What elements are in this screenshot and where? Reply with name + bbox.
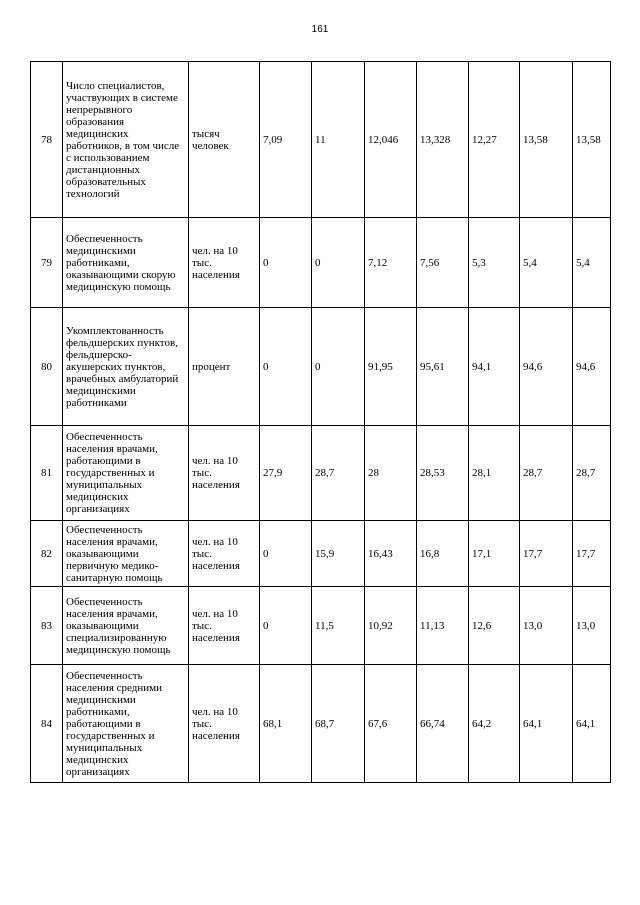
- value-cell: 17,1: [469, 521, 520, 587]
- page-number: 161: [311, 24, 329, 35]
- value-cell: 15,9: [312, 521, 365, 587]
- value-cell: 17,7: [573, 521, 611, 587]
- value-cell: 0: [260, 308, 312, 426]
- table-row: [31, 665, 611, 783]
- value-cell: 28: [365, 426, 417, 521]
- value-cell: 64,1: [573, 665, 611, 783]
- indicator-name: Обеспеченность населения врачами, работающими в государственных и муниципальных медицинских организациях: [63, 426, 189, 521]
- value-cell: 0: [260, 521, 312, 587]
- unit-cell: чел. на 10 тыс. населения: [189, 218, 260, 308]
- value-cell: 0: [260, 587, 312, 665]
- value-cell: 67,6: [365, 665, 417, 783]
- unit-cell: тысяч человек: [189, 62, 260, 218]
- value-cell: 16,8: [417, 521, 469, 587]
- indicator-name: Число специалистов, участвующих в системе непрерывного образования медицинских работников, в том числе с использованием дистанционных образовательных технологий: [63, 62, 189, 218]
- value-cell: 28,7: [520, 426, 573, 521]
- value-cell: 68,7: [312, 665, 365, 783]
- value-cell: 11,5: [312, 587, 365, 665]
- unit-cell: чел. на 10 тыс. населения: [189, 426, 260, 521]
- table-row: [31, 521, 611, 587]
- row-number: 82: [31, 521, 63, 587]
- value-cell: 7,12: [365, 218, 417, 308]
- indicator-name: Обеспеченность населения врачами, оказывающими специализированную медицинскую помощь: [63, 587, 189, 665]
- unit-cell: чел. на 10 тыс. населения: [189, 665, 260, 783]
- value-cell: 28,53: [417, 426, 469, 521]
- value-cell: 64,1: [520, 665, 573, 783]
- value-cell: 16,43: [365, 521, 417, 587]
- value-cell: 68,1: [260, 665, 312, 783]
- value-cell: 13,58: [520, 62, 573, 218]
- row-number: 80: [31, 308, 63, 426]
- indicator-name: Укомплектованность фельдшерских пунктов, фельдшерско-акушерских пунктов, врачебных амбулаторий медицинскими работниками: [63, 308, 189, 426]
- value-cell: 27,9: [260, 426, 312, 521]
- table-row: [31, 426, 611, 521]
- value-cell: 13,328: [417, 62, 469, 218]
- row-number: 78: [31, 62, 63, 218]
- value-cell: 91,95: [365, 308, 417, 426]
- value-cell: 28,7: [312, 426, 365, 521]
- value-cell: 7,09: [260, 62, 312, 218]
- table-row: [31, 218, 611, 308]
- row-number: 83: [31, 587, 63, 665]
- value-cell: 10,92: [365, 587, 417, 665]
- value-cell: 95,61: [417, 308, 469, 426]
- value-cell: 7,56: [417, 218, 469, 308]
- value-cell: 0: [312, 218, 365, 308]
- table-row: [31, 62, 611, 218]
- value-cell: 5,4: [573, 218, 611, 308]
- row-number: 84: [31, 665, 63, 783]
- value-cell: 12,27: [469, 62, 520, 218]
- value-cell: 13,0: [573, 587, 611, 665]
- value-cell: 28,1: [469, 426, 520, 521]
- indicator-name: Обеспеченность населения средними медицинскими работниками, работающими в государственных и муниципальных медицинских организациях: [63, 665, 189, 783]
- row-number: 79: [31, 218, 63, 308]
- value-cell: 12,046: [365, 62, 417, 218]
- unit-cell: чел. на 10 тыс. населения: [189, 587, 260, 665]
- value-cell: 28,7: [573, 426, 611, 521]
- value-cell: 94,6: [520, 308, 573, 426]
- value-cell: 13,58: [573, 62, 611, 218]
- value-cell: 5,4: [520, 218, 573, 308]
- value-cell: 94,1: [469, 308, 520, 426]
- table-row: [31, 308, 611, 426]
- unit-cell: чел. на 10 тыс. населения: [189, 521, 260, 587]
- value-cell: 12,6: [469, 587, 520, 665]
- table-row: [31, 587, 611, 665]
- value-cell: 64,2: [469, 665, 520, 783]
- indicator-name: Обеспеченность медицинскими работниками, оказывающими скорую медицинскую помощь: [63, 218, 189, 308]
- row-number: 81: [31, 426, 63, 521]
- unit-cell: процент: [189, 308, 260, 426]
- value-cell: 0: [312, 308, 365, 426]
- value-cell: 13,0: [520, 587, 573, 665]
- value-cell: 11,13: [417, 587, 469, 665]
- value-cell: 94,6: [573, 308, 611, 426]
- value-cell: 17,7: [520, 521, 573, 587]
- indicators-table: [30, 61, 611, 783]
- value-cell: 66,74: [417, 665, 469, 783]
- value-cell: 0: [260, 218, 312, 308]
- value-cell: 5,3: [469, 218, 520, 308]
- indicator-name: Обеспеченность населения врачами, оказывающими первичную медико-санитарную помощь: [63, 521, 189, 587]
- value-cell: 11: [312, 62, 365, 218]
